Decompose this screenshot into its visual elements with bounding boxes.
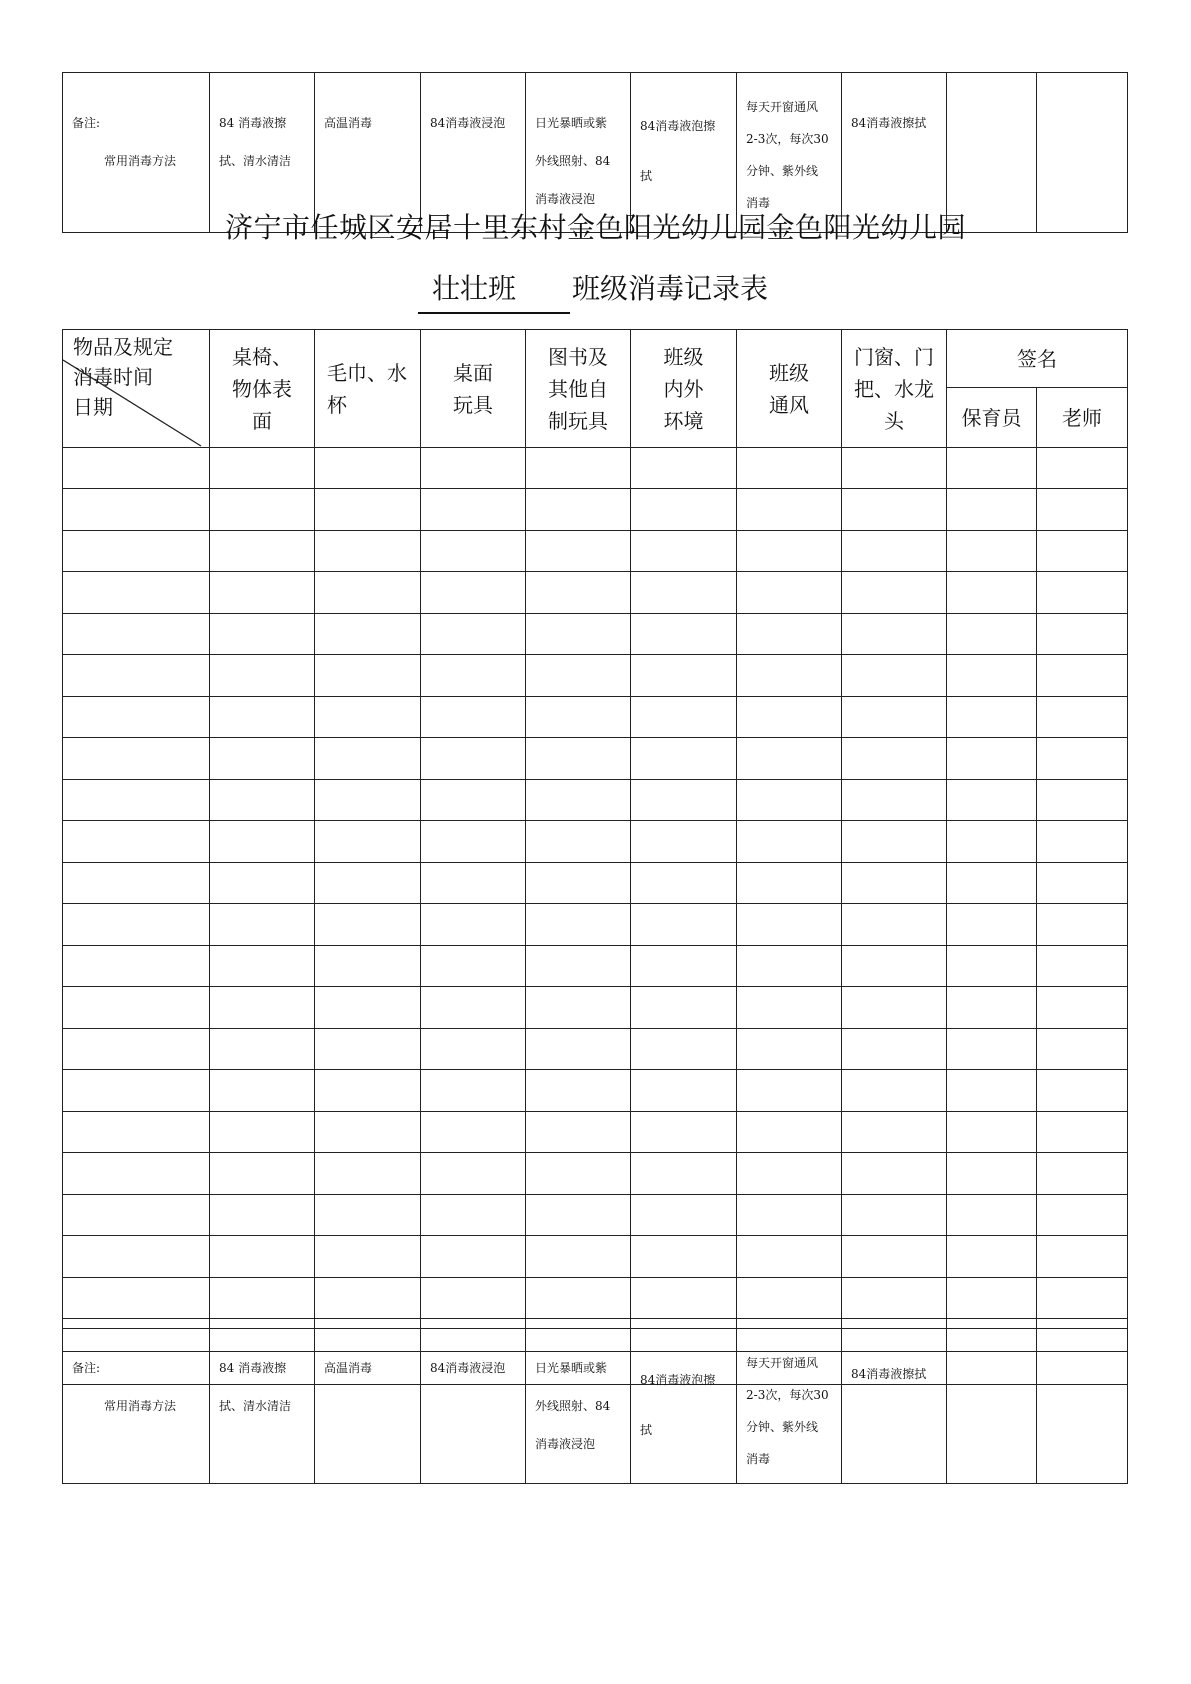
method-text: 高温消毒	[324, 1361, 373, 1375]
record-cell[interactable]	[1037, 738, 1128, 780]
record-cell[interactable]	[842, 1236, 947, 1278]
record-cell[interactable]	[631, 987, 737, 1029]
record-cell[interactable]	[631, 572, 737, 614]
record-cell[interactable]	[842, 489, 947, 531]
record-cell[interactable]	[315, 655, 421, 697]
record-cell[interactable]	[63, 531, 210, 572]
record-cell[interactable]	[947, 821, 1037, 863]
record-cell[interactable]	[631, 697, 737, 738]
record-cell[interactable]	[842, 448, 947, 489]
col-header-doors: 门窗、门 把、水龙 头	[842, 330, 947, 448]
table-row	[63, 780, 1128, 821]
record-cell[interactable]	[631, 863, 737, 904]
record-cell[interactable]	[947, 1070, 1037, 1112]
record-cell[interactable]	[63, 1029, 210, 1070]
method-text: 每天开窗通风	[746, 1356, 819, 1370]
record-cell[interactable]	[210, 655, 315, 697]
table-row	[63, 572, 1128, 614]
record-cell[interactable]	[63, 1070, 210, 1112]
record-cell[interactable]	[631, 946, 737, 987]
record-cell[interactable]	[63, 1278, 210, 1319]
record-cell[interactable]	[421, 1029, 526, 1070]
record-cell[interactable]	[315, 738, 421, 780]
record-cell[interactable]	[315, 448, 421, 489]
method-text: 84 消毒液擦	[219, 116, 287, 130]
corner-date-label: 日期	[73, 395, 113, 419]
record-cell[interactable]	[1037, 1070, 1128, 1112]
record-cell[interactable]	[210, 987, 315, 1029]
note-label-cell	[63, 1329, 210, 1484]
record-cell[interactable]	[526, 1070, 631, 1112]
record-cell[interactable]	[421, 780, 526, 821]
record-cell[interactable]	[526, 863, 631, 904]
record-cell[interactable]	[737, 1278, 842, 1319]
method-text: 每天开窗通风	[746, 100, 819, 114]
method-text: 84 消毒液擦	[219, 1361, 287, 1375]
record-cell[interactable]	[526, 780, 631, 821]
record-cell[interactable]	[421, 448, 526, 489]
record-cell[interactable]	[421, 489, 526, 531]
record-cell[interactable]	[947, 655, 1037, 697]
record-cell[interactable]	[1037, 946, 1128, 987]
col-header-ventilation: 班级 通风	[737, 330, 842, 448]
record-cell[interactable]	[63, 738, 210, 780]
method-text: 拭	[640, 169, 653, 183]
record-cell[interactable]	[631, 614, 737, 655]
disinfection-record-table	[62, 329, 1128, 1385]
record-cell[interactable]	[947, 1112, 1037, 1153]
note-sub-label: 常用消毒方法	[104, 154, 177, 168]
table-row	[63, 489, 1128, 531]
table-row	[63, 1029, 1128, 1070]
record-cell[interactable]	[526, 1153, 631, 1195]
method-text: 消毒	[746, 196, 771, 210]
record-cell[interactable]	[315, 697, 421, 738]
record-cell[interactable]	[526, 448, 631, 489]
table-row	[63, 1153, 1128, 1195]
record-cell[interactable]	[1037, 904, 1128, 946]
record-cell[interactable]	[63, 904, 210, 946]
record-cell[interactable]	[1037, 1236, 1128, 1278]
record-cell[interactable]	[842, 1112, 947, 1153]
record-cell[interactable]	[737, 572, 842, 614]
corner-item-label: 物品及规定	[73, 335, 173, 359]
record-cell[interactable]	[947, 448, 1037, 489]
record-cell[interactable]	[947, 1236, 1037, 1278]
table-row	[63, 1278, 1128, 1319]
record-cell[interactable]	[63, 821, 210, 863]
table-row	[63, 1112, 1128, 1153]
method-text: 84消毒液擦拭	[851, 1367, 927, 1381]
record-cell[interactable]	[842, 780, 947, 821]
record-cell[interactable]	[631, 904, 737, 946]
record-cell[interactable]	[947, 946, 1037, 987]
corner-header-cell	[63, 330, 210, 448]
record-cell[interactable]	[315, 1029, 421, 1070]
record-cell[interactable]	[526, 904, 631, 946]
record-cell[interactable]	[526, 572, 631, 614]
record-cell[interactable]	[315, 863, 421, 904]
record-cell[interactable]	[737, 489, 842, 531]
record-cell[interactable]	[842, 738, 947, 780]
record-cell[interactable]	[315, 1153, 421, 1195]
record-cell[interactable]	[947, 738, 1037, 780]
record-cell[interactable]	[315, 904, 421, 946]
record-cell[interactable]	[210, 1112, 315, 1153]
record-cell[interactable]	[63, 780, 210, 821]
record-cell[interactable]	[631, 1112, 737, 1153]
record-cell[interactable]	[210, 448, 315, 489]
record-cell[interactable]	[947, 987, 1037, 1029]
table-row	[63, 531, 1128, 572]
record-cell[interactable]	[1037, 1029, 1128, 1070]
record-cell[interactable]	[631, 1153, 737, 1195]
record-cell[interactable]	[947, 531, 1037, 572]
record-cell[interactable]	[947, 780, 1037, 821]
method-cell	[315, 1329, 421, 1484]
record-rows	[63, 448, 1128, 1385]
record-cell[interactable]	[737, 987, 842, 1029]
record-cell[interactable]	[210, 821, 315, 863]
method-cell	[947, 1329, 1037, 1484]
record-cell[interactable]	[210, 1029, 315, 1070]
record-cell[interactable]	[526, 946, 631, 987]
record-cell[interactable]	[63, 614, 210, 655]
record-cell[interactable]	[315, 1112, 421, 1153]
record-cell[interactable]	[526, 987, 631, 1029]
record-cell[interactable]	[315, 572, 421, 614]
table-row	[63, 904, 1128, 946]
table-row	[63, 1070, 1128, 1112]
record-cell[interactable]	[526, 821, 631, 863]
record-cell[interactable]	[947, 1029, 1037, 1070]
record-cell[interactable]	[526, 655, 631, 697]
record-cell[interactable]	[737, 531, 842, 572]
record-cell[interactable]	[1037, 614, 1128, 655]
record-cell[interactable]	[1037, 1278, 1128, 1319]
record-cell[interactable]	[842, 614, 947, 655]
corner-time-label: 消毒时间	[73, 365, 153, 389]
method-text: 2-3次，每次30	[746, 1388, 829, 1402]
record-cell[interactable]	[737, 863, 842, 904]
table-row	[63, 1195, 1128, 1236]
record-cell[interactable]	[842, 946, 947, 987]
record-cell[interactable]	[421, 1195, 526, 1236]
record-cell[interactable]	[1037, 863, 1128, 904]
record-cell[interactable]	[421, 987, 526, 1029]
method-text: 外线照射、84	[535, 154, 611, 168]
record-cell[interactable]	[737, 1195, 842, 1236]
record-cell[interactable]	[631, 531, 737, 572]
record-cell[interactable]	[737, 1236, 842, 1278]
page-title: 济宁市任城区安居十里东村金色阳光幼儿园金色阳光幼儿园	[224, 211, 966, 244]
method-text: 2-3次，每次30	[746, 132, 829, 146]
record-cell[interactable]	[421, 821, 526, 863]
record-cell[interactable]	[315, 1195, 421, 1236]
record-cell[interactable]	[421, 1112, 526, 1153]
record-cell[interactable]	[631, 1236, 737, 1278]
table-row	[63, 821, 1128, 863]
record-cell[interactable]	[63, 655, 210, 697]
record-cell[interactable]	[737, 614, 842, 655]
record-cell[interactable]	[421, 614, 526, 655]
method-text: 拭	[640, 1423, 653, 1437]
record-cell[interactable]	[1037, 1153, 1128, 1195]
record-cell[interactable]	[421, 1070, 526, 1112]
record-cell[interactable]	[1037, 821, 1128, 863]
record-cell[interactable]	[1037, 448, 1128, 489]
record-cell[interactable]	[631, 780, 737, 821]
col-header-caregiver: 保育员	[947, 388, 1037, 448]
col-header-books: 图书及 其他自 制玩具	[526, 330, 631, 448]
method-text: 外线照射、84	[535, 1399, 611, 1413]
table-row	[63, 987, 1128, 1029]
record-cell[interactable]	[842, 987, 947, 1029]
col-header-towels: 毛巾、水 杯	[315, 330, 421, 448]
record-cell[interactable]	[947, 572, 1037, 614]
record-cell[interactable]	[315, 987, 421, 1029]
record-cell[interactable]	[842, 904, 947, 946]
record-cell[interactable]	[1037, 780, 1128, 821]
record-cell[interactable]	[842, 655, 947, 697]
method-text: 84消毒液泡擦	[640, 1373, 716, 1387]
record-cell[interactable]	[947, 863, 1037, 904]
record-cell[interactable]	[1037, 697, 1128, 738]
record-cell[interactable]	[315, 531, 421, 572]
record-cell[interactable]	[737, 655, 842, 697]
record-cell[interactable]	[947, 614, 1037, 655]
record-cell[interactable]	[210, 738, 315, 780]
record-cell[interactable]	[737, 1153, 842, 1195]
record-cell[interactable]	[947, 1278, 1037, 1319]
record-cell[interactable]	[631, 1278, 737, 1319]
corner-text	[73, 332, 173, 422]
method-text: 消毒	[746, 1452, 771, 1466]
table-row	[63, 863, 1128, 904]
method-cell	[631, 1329, 737, 1484]
record-cell[interactable]	[631, 1070, 737, 1112]
record-cell[interactable]	[315, 821, 421, 863]
method-text: 消毒液浸泡	[535, 192, 596, 206]
table-row	[63, 946, 1128, 987]
record-cell[interactable]	[210, 1070, 315, 1112]
method-text: 拭、清水清洁	[219, 1399, 292, 1413]
method-text: 分钟、紫外线	[746, 1420, 819, 1434]
record-cell[interactable]	[421, 531, 526, 572]
record-cell[interactable]	[842, 863, 947, 904]
record-cell[interactable]	[842, 531, 947, 572]
record-cell[interactable]	[631, 1029, 737, 1070]
record-cell[interactable]	[421, 1153, 526, 1195]
record-cell[interactable]	[526, 697, 631, 738]
record-cell[interactable]	[63, 1112, 210, 1153]
bottom-note-table	[62, 1328, 1128, 1484]
method-cell	[737, 1329, 842, 1484]
record-cell[interactable]	[421, 1236, 526, 1278]
record-cell[interactable]	[210, 697, 315, 738]
record-cell[interactable]	[63, 697, 210, 738]
record-cell[interactable]	[526, 1029, 631, 1070]
record-cell[interactable]	[63, 1195, 210, 1236]
record-cell[interactable]	[947, 1153, 1037, 1195]
record-cell[interactable]	[1037, 572, 1128, 614]
record-cell[interactable]	[737, 780, 842, 821]
record-cell[interactable]	[631, 448, 737, 489]
record-cell[interactable]	[63, 572, 210, 614]
col-header-teacher: 老师	[1037, 388, 1128, 448]
record-cell[interactable]	[315, 614, 421, 655]
record-cell[interactable]	[210, 614, 315, 655]
record-cell[interactable]	[947, 489, 1037, 531]
record-cell[interactable]	[842, 1278, 947, 1319]
record-cell[interactable]	[63, 863, 210, 904]
record-cell[interactable]	[210, 946, 315, 987]
subtitle	[0, 272, 1191, 312]
record-cell[interactable]	[315, 780, 421, 821]
record-cell[interactable]	[315, 1278, 421, 1319]
col-header-toys: 桌面 玩具	[421, 330, 526, 448]
record-cell[interactable]	[63, 1153, 210, 1195]
method-text: 消毒液浸泡	[535, 1437, 596, 1451]
note-sub-label: 常用消毒方法	[104, 1399, 177, 1413]
method-text: 84消毒液浸泡	[430, 1361, 506, 1375]
record-cell[interactable]	[947, 697, 1037, 738]
record-cell[interactable]	[1037, 1112, 1128, 1153]
record-cell[interactable]	[210, 531, 315, 572]
record-cell[interactable]	[842, 1070, 947, 1112]
record-cell[interactable]	[631, 655, 737, 697]
record-cell[interactable]	[842, 697, 947, 738]
method-text: 84消毒液擦拭	[851, 116, 927, 130]
record-cell[interactable]	[526, 1236, 631, 1278]
record-cell[interactable]	[421, 863, 526, 904]
table-row	[63, 655, 1128, 697]
form-name: 班级消毒记录表	[572, 272, 769, 305]
record-cell[interactable]	[421, 572, 526, 614]
record-cell[interactable]	[737, 1070, 842, 1112]
table-row	[63, 614, 1128, 655]
method-cell	[210, 1329, 315, 1484]
record-cell[interactable]	[210, 1236, 315, 1278]
record-cell[interactable]	[315, 1070, 421, 1112]
record-cell[interactable]	[315, 489, 421, 531]
note-label: 备注:	[72, 116, 101, 130]
record-cell[interactable]	[526, 738, 631, 780]
record-cell[interactable]	[63, 987, 210, 1029]
record-cell[interactable]	[210, 1278, 315, 1319]
record-cell[interactable]	[1037, 531, 1128, 572]
record-cell[interactable]	[63, 448, 210, 489]
record-cell[interactable]	[737, 738, 842, 780]
record-cell[interactable]	[63, 1236, 210, 1278]
note-label: 备注:	[72, 1361, 101, 1375]
record-cell[interactable]	[737, 697, 842, 738]
record-cell[interactable]	[315, 1236, 421, 1278]
record-cell[interactable]	[947, 904, 1037, 946]
record-cell[interactable]	[421, 697, 526, 738]
record-cell[interactable]	[526, 1278, 631, 1319]
record-cell[interactable]	[210, 572, 315, 614]
record-cell[interactable]	[210, 1153, 315, 1195]
method-text: 高温消毒	[324, 116, 373, 130]
table-row	[63, 1236, 1128, 1278]
record-cell[interactable]	[526, 1195, 631, 1236]
record-cell[interactable]	[737, 1029, 842, 1070]
method-cell	[421, 1329, 526, 1484]
record-cell[interactable]	[210, 1195, 315, 1236]
record-cell[interactable]	[631, 821, 737, 863]
record-cell[interactable]	[526, 489, 631, 531]
record-cell[interactable]	[1037, 1195, 1128, 1236]
col-header-signature: 签名	[947, 330, 1128, 388]
record-cell[interactable]	[842, 1029, 947, 1070]
record-cell[interactable]	[421, 946, 526, 987]
record-cell[interactable]	[737, 1112, 842, 1153]
record-cell[interactable]	[210, 489, 315, 531]
method-cell	[526, 1329, 631, 1484]
record-cell[interactable]	[210, 904, 315, 946]
record-cell[interactable]	[842, 1195, 947, 1236]
record-cell[interactable]	[1037, 987, 1128, 1029]
record-cell[interactable]	[842, 821, 947, 863]
record-cell[interactable]	[63, 946, 210, 987]
method-cell	[842, 1329, 947, 1484]
record-cell[interactable]	[737, 946, 842, 987]
record-cell[interactable]	[421, 738, 526, 780]
col-header-environment: 班级 内外 环境	[631, 330, 737, 448]
record-cell[interactable]	[526, 614, 631, 655]
class-name-field[interactable]: 壮壮班	[418, 272, 570, 314]
record-cell[interactable]	[421, 1278, 526, 1319]
record-cell[interactable]	[63, 489, 210, 531]
method-text: 日光暴晒或紫	[535, 116, 608, 130]
method-text: 分钟、紫外线	[746, 164, 819, 178]
table-row	[63, 738, 1128, 780]
record-cell[interactable]	[842, 1153, 947, 1195]
record-cell[interactable]	[1037, 655, 1128, 697]
record-cell[interactable]	[1037, 489, 1128, 531]
header-row	[63, 330, 1128, 388]
record-cell[interactable]	[210, 780, 315, 821]
record-cell[interactable]	[737, 821, 842, 863]
record-cell[interactable]	[737, 904, 842, 946]
method-text: 拭、清水清洁	[219, 154, 292, 168]
method-text: 84消毒液浸泡	[430, 116, 506, 130]
record-cell[interactable]	[526, 1112, 631, 1153]
table-row	[63, 697, 1128, 738]
record-cell[interactable]	[842, 572, 947, 614]
record-cell[interactable]	[421, 904, 526, 946]
record-cell[interactable]	[947, 1195, 1037, 1236]
record-cell[interactable]	[631, 489, 737, 531]
method-text: 84消毒液泡擦	[640, 119, 716, 133]
record-cell[interactable]	[737, 448, 842, 489]
record-cell[interactable]	[631, 1195, 737, 1236]
method-cell	[1037, 1329, 1128, 1484]
record-cell[interactable]	[631, 738, 737, 780]
col-header-desks: 桌椅、 物体表 面	[210, 330, 315, 448]
record-cell[interactable]	[421, 655, 526, 697]
record-cell[interactable]	[315, 946, 421, 987]
table-row	[63, 448, 1128, 489]
record-cell[interactable]	[210, 863, 315, 904]
record-cell[interactable]	[526, 531, 631, 572]
method-text: 日光暴晒或紫	[535, 1361, 608, 1375]
note-row	[63, 1329, 1128, 1484]
